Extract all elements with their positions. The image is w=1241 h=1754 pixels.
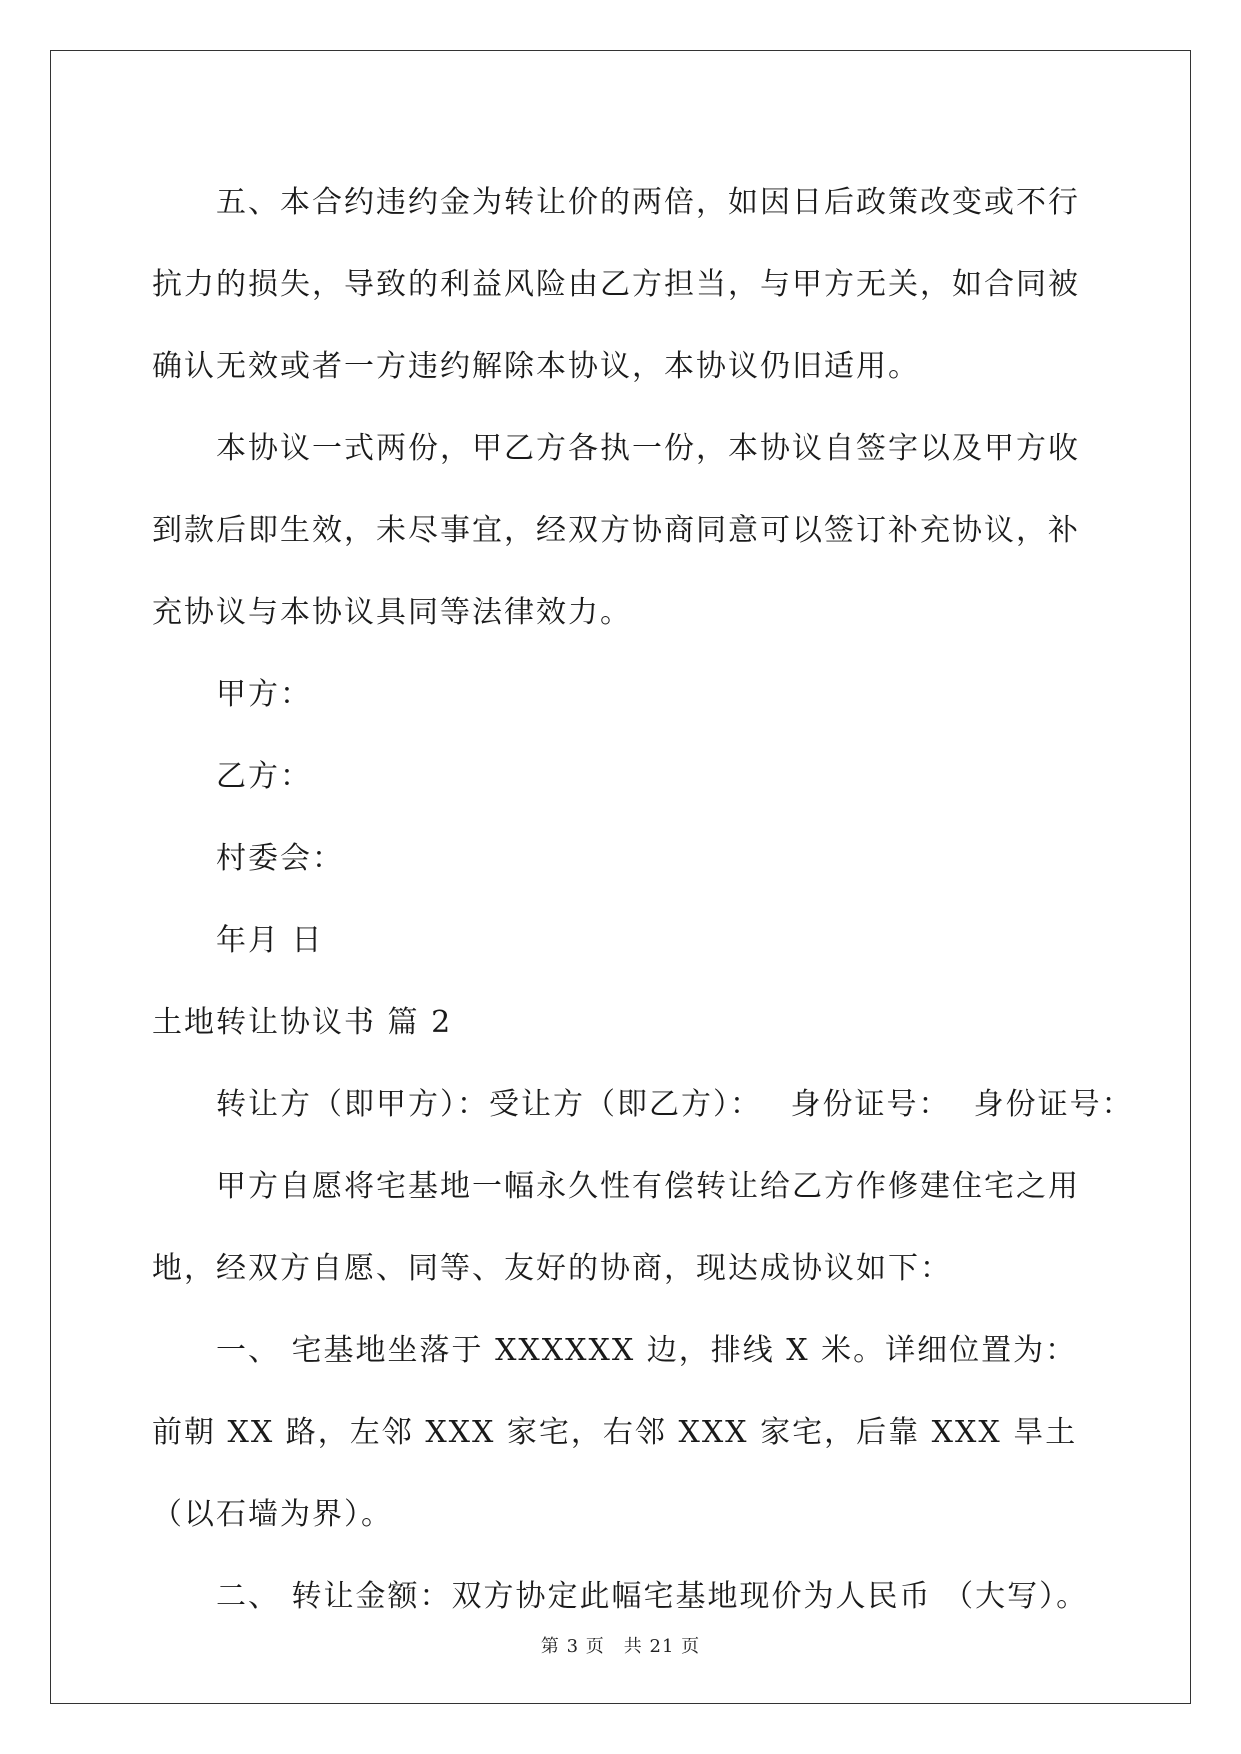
clause-two-paragraph: 二、 转让金额：双方协定此幅宅基地现价为人民币 （大写）。 [216, 1579, 1089, 1614]
village-committee-line: 村委会： [216, 841, 344, 876]
parties-line: 转让方（即甲方）：受让方（即乙方）： 身份证号： 身份证号： [216, 1087, 1134, 1122]
intro-paragraph: 甲方自愿将宅基地一幅永久性有偿转让给乙方作修建住宅之用地，经双方自愿、同等、友好的协商，现达成协议如下： [152, 1169, 1080, 1286]
agreement-copies-paragraph: 本协议一式两份，甲乙方各执一份，本协议自签字以及甲方收到款后即生效，未尽事宜，经双方协商同意可以签订补充协议，补充协议与本协议具同等法律效力。 [152, 431, 1080, 630]
page-number-footer: 第 3 页 共 21 页 [540, 1636, 701, 1657]
party-a-signature-line: 甲方： [216, 677, 312, 712]
section-heading: 土地转让协议书 篇 2 [152, 1005, 453, 1040]
clause-one-paragraph: 一、 宅基地坐落于 XXXXXX 边，排线 X 米。详细位置为：前朝 XX 路，左邻 XXX 家宅，右邻 XXX 家宅，后靠 XXX 旱土（以石墙为界）。 [152, 1333, 1078, 1532]
clause-five-paragraph: 五、本合约违约金为转让价的两倍，如因日后政策改变或不行抗力的损失，导致的利益风险由乙方担当，与甲方无关，如合同被确认无效或者一方违约解除本协议，本协议仍旧适用。 [152, 185, 1080, 384]
date-line: 年月 日 [216, 923, 324, 958]
party-b-signature-line: 乙方： [216, 759, 312, 794]
document-body [152, 162, 1134, 1638]
